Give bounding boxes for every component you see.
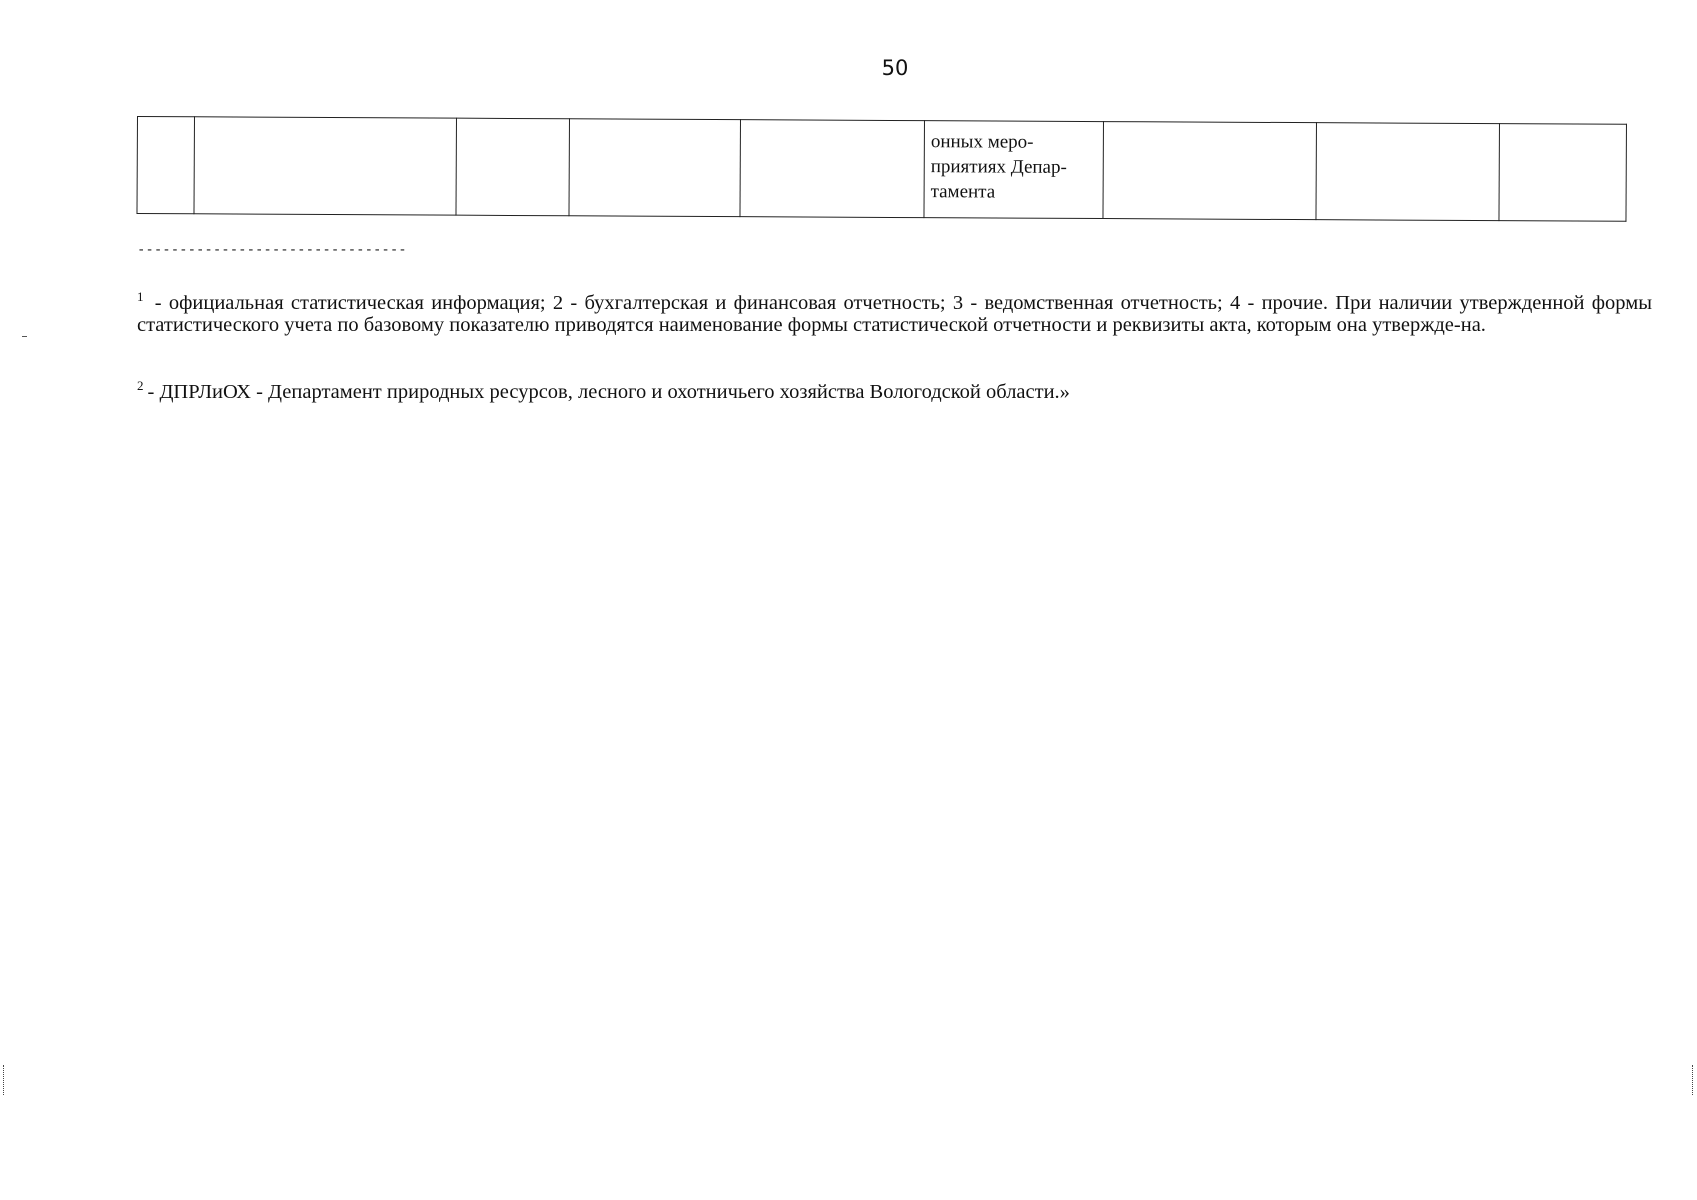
footnote-text: - официальная статистическая информация; 2 - бухгалтерская и финансовая отчетность; 3 - ведомственная отчетность; 4 - прочие. При наличии утвержденной формы статистического учета по базовому показателю приводятся наименование формы статистической отчетности и реквизиты акта, которым она утвержде-на. [137,292,1652,336]
table-cell-4 [569,119,741,217]
footnote-text: - ДПРЛиОХ - Департамент природных ресурсов, лесного и охотничьего хозяйства Вологодской области.» [147,381,1070,403]
continuation-table [136,116,1626,222]
table-cell-6 [924,121,1104,219]
table-cell-5 [740,120,925,218]
footnote-marker: 1 [137,289,144,305]
footnote-1 [137,289,1652,336]
table-cell-2 [194,117,457,215]
scan-edge-mark-left [3,1065,5,1095]
table-cell-3 [456,118,570,216]
table-container [136,116,1625,222]
page-number: 50 [881,56,909,80]
table-row [137,117,1626,222]
footnote-2 [137,378,1652,403]
table-cell-text: онных меро- приятиях Депар- тамента [930,131,1067,203]
table-cell-8 [1316,123,1500,221]
scan-edge-mark-right [1692,1065,1694,1095]
table-cell-9 [1499,124,1627,222]
table-cell-1 [137,117,195,214]
footnote-separator: -------------------------------- [137,242,407,258]
table-cell-7 [1103,122,1317,220]
scan-artifact [22,336,27,337]
footnote-marker: 2 [137,378,144,394]
